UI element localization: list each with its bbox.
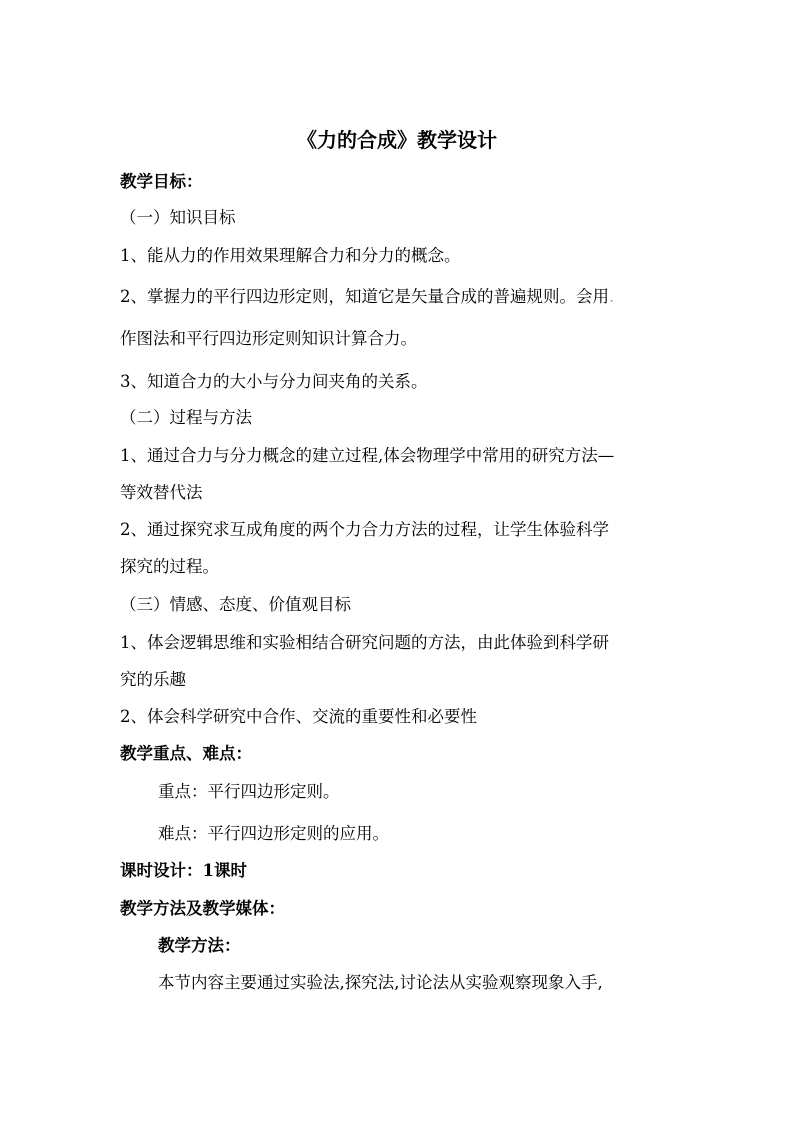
hours-line: 课时设计：1课时: [120, 861, 247, 880]
emotion-item-1-line-1: 1、体会逻辑思维和实验相结合研究问题的方法，由此体验到科学研: [120, 633, 609, 652]
process-item-1-line-1: 1、通过合力与分力概念的建立过程,体会物理学中常用的研究方法—: [120, 446, 615, 465]
goals-heading: 教学目标：: [120, 172, 203, 191]
knowledge-item-2-line-1: [120, 286, 614, 308]
process-item-2-line-2: 探究的过程。: [120, 557, 219, 576]
process-item-1-line-2: 等效替代法: [120, 483, 203, 502]
document-title: 《力的合成》教学设计: [297, 128, 497, 152]
method-media-heading: 教学方法及教学媒体：: [120, 899, 285, 918]
key-point: 重点：平行四边形定则。: [158, 782, 340, 801]
knowledge-item-1: 1、能从力的作用效果理解合力和分力的概念。: [120, 246, 461, 265]
knowledge-item-2-line-2: 作图法和平行四边形定则知识计算合力。: [120, 329, 417, 348]
revision-mark: .: [609, 287, 615, 306]
method-heading: 教学方法：: [158, 936, 241, 955]
difficult-point: 难点：平行四边形定则的应用。: [158, 824, 389, 843]
knowledge-item-3: 3、知道合力的大小与分力间夹角的关系。: [120, 372, 428, 391]
method-text: 本节内容主要通过实验法,探究法,讨论法从实验观察现象入手,: [158, 973, 603, 992]
emotion-item-1-line-2: 究的乐趣: [120, 670, 186, 689]
emotion-heading: （三）情感、态度、价值观目标: [120, 595, 351, 614]
knowledge-heading: （一）知识目标: [120, 208, 236, 227]
keypoints-heading: 教学重点、难点：: [120, 744, 252, 763]
process-heading: （二）过程与方法: [120, 408, 252, 427]
knowledge-item-2-text: 2、掌握力的平行四边形定则，知道它是矢量合成的普遍规则。会用: [120, 287, 609, 306]
process-item-2-line-1: 2、通过探究求互成角度的两个力合力方法的过程，让学生体验科学: [120, 520, 609, 539]
emotion-item-2: 2、体会科学研究中合作、交流的重要性和必要性: [120, 707, 477, 726]
